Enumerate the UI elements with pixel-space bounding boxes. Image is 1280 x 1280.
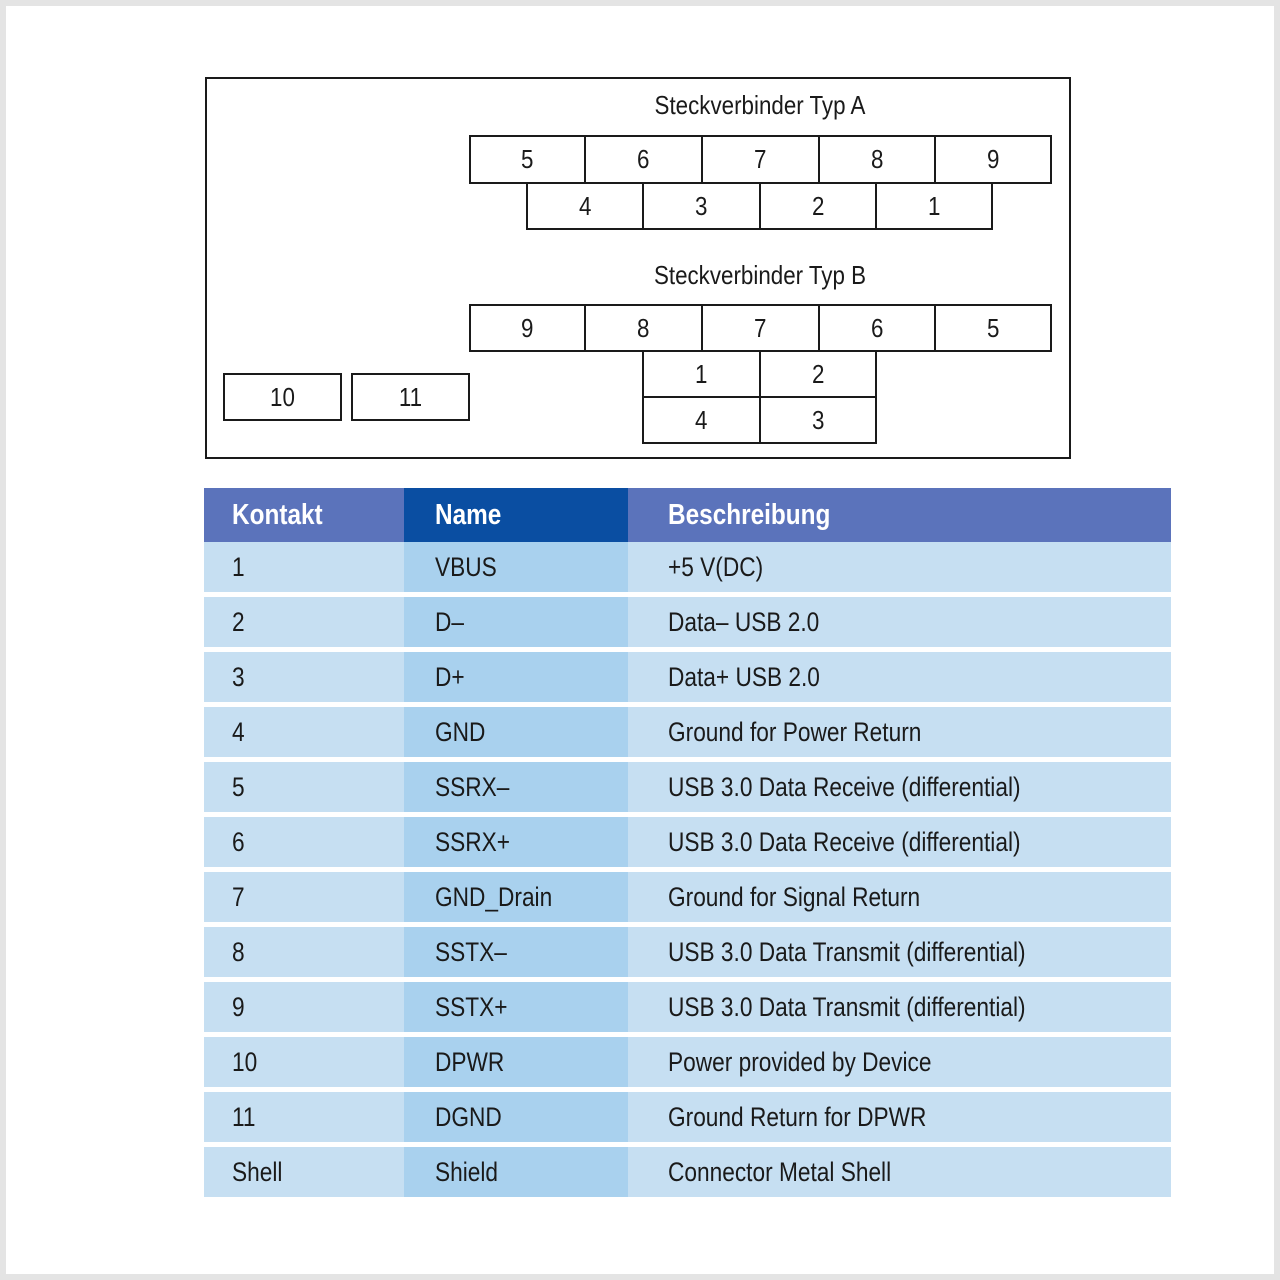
- cell-name: Shield: [404, 1145, 628, 1198]
- table-row: [204, 815, 1171, 870]
- cell-kontakt: 4: [204, 705, 404, 760]
- cell-beschreibung: Ground for Signal Return: [628, 870, 1171, 925]
- connector-b-pin: 9: [469, 304, 586, 352]
- header-kontakt: Kontakt: [204, 488, 404, 542]
- cell-beschreibung: Connector Metal Shell: [628, 1145, 1171, 1198]
- connector-b-pin: 7: [701, 304, 820, 352]
- table-row: [204, 925, 1171, 980]
- connector-b-pin: 4: [642, 396, 761, 444]
- cell-beschreibung: Ground for Power Return: [628, 705, 1171, 760]
- cell-kontakt: 11: [204, 1090, 404, 1145]
- cell-beschreibung: USB 3.0 Data Receive (differential): [628, 760, 1171, 815]
- cell-kontakt: 2: [204, 595, 404, 650]
- connector-b-pin: 6: [818, 304, 936, 352]
- extra-pin-10: 10: [223, 373, 342, 421]
- table-row: [204, 650, 1171, 705]
- table-row: [204, 595, 1171, 650]
- connector-a-pin: 2: [759, 182, 877, 230]
- cell-beschreibung: Power provided by Device: [628, 1035, 1171, 1090]
- connector-diagram: [205, 77, 1071, 459]
- pin-assignment-table: [204, 488, 1171, 1197]
- cell-beschreibung: USB 3.0 Data Receive (differential): [628, 815, 1171, 870]
- cell-name: D+: [404, 650, 628, 705]
- cell-name: SSTX+: [404, 980, 628, 1035]
- connector-a-pin: 4: [526, 182, 644, 230]
- connector-a-pin: 8: [818, 135, 936, 184]
- cell-beschreibung: Ground Return for DPWR: [628, 1090, 1171, 1145]
- connector-b-title: Steckverbinder Typ B: [653, 260, 867, 290]
- cell-name: D–: [404, 595, 628, 650]
- table-header-row: [204, 488, 1171, 542]
- cell-name: DPWR: [404, 1035, 628, 1090]
- cell-beschreibung: +5 V(DC): [628, 542, 1171, 595]
- cell-kontakt: 8: [204, 925, 404, 980]
- connector-a-pin: 5: [469, 135, 586, 184]
- connector-a-pin: 3: [642, 182, 761, 230]
- connector-b-pin: 5: [934, 304, 1052, 352]
- header-beschreibung: Beschreibung: [628, 488, 1171, 542]
- cell-kontakt: 3: [204, 650, 404, 705]
- cell-beschreibung: USB 3.0 Data Transmit (differential): [628, 980, 1171, 1035]
- table-row: [204, 1035, 1171, 1090]
- extra-pin-11: 11: [351, 373, 470, 421]
- cell-kontakt: Shell: [204, 1145, 404, 1198]
- cell-name: GND_Drain: [404, 870, 628, 925]
- connector-a-pin: 1: [875, 182, 993, 230]
- table-row: [204, 870, 1171, 925]
- connector-b-pin: 2: [759, 350, 877, 398]
- table-row: [204, 1090, 1171, 1145]
- cell-name: DGND: [404, 1090, 628, 1145]
- connector-b-pin: 1: [642, 350, 761, 398]
- cell-beschreibung: USB 3.0 Data Transmit (differential): [628, 925, 1171, 980]
- cell-beschreibung: Data+ USB 2.0: [628, 650, 1171, 705]
- cell-name: SSRX–: [404, 760, 628, 815]
- table-row: [204, 1145, 1171, 1198]
- header-name: Name: [404, 488, 628, 542]
- connector-b-pin: 3: [759, 396, 877, 444]
- connector-a-title: Steckverbinder Typ A: [654, 90, 866, 120]
- cell-kontakt: 7: [204, 870, 404, 925]
- table-row: [204, 705, 1171, 760]
- connector-b-pin: 8: [584, 304, 703, 352]
- connector-a-pin: 6: [584, 135, 703, 184]
- cell-name: GND: [404, 705, 628, 760]
- cell-kontakt: 1: [204, 542, 404, 595]
- cell-kontakt: 5: [204, 760, 404, 815]
- cell-kontakt: 6: [204, 815, 404, 870]
- connector-a-pin: 7: [701, 135, 820, 184]
- cell-name: SSRX+: [404, 815, 628, 870]
- cell-name: VBUS: [404, 542, 628, 595]
- connector-a-pin: 9: [934, 135, 1052, 184]
- table-row: [204, 980, 1171, 1035]
- cell-beschreibung: Data– USB 2.0: [628, 595, 1171, 650]
- cell-kontakt: 9: [204, 980, 404, 1035]
- table-row: [204, 542, 1171, 595]
- cell-kontakt: 10: [204, 1035, 404, 1090]
- cell-name: SSTX–: [404, 925, 628, 980]
- table-row: [204, 760, 1171, 815]
